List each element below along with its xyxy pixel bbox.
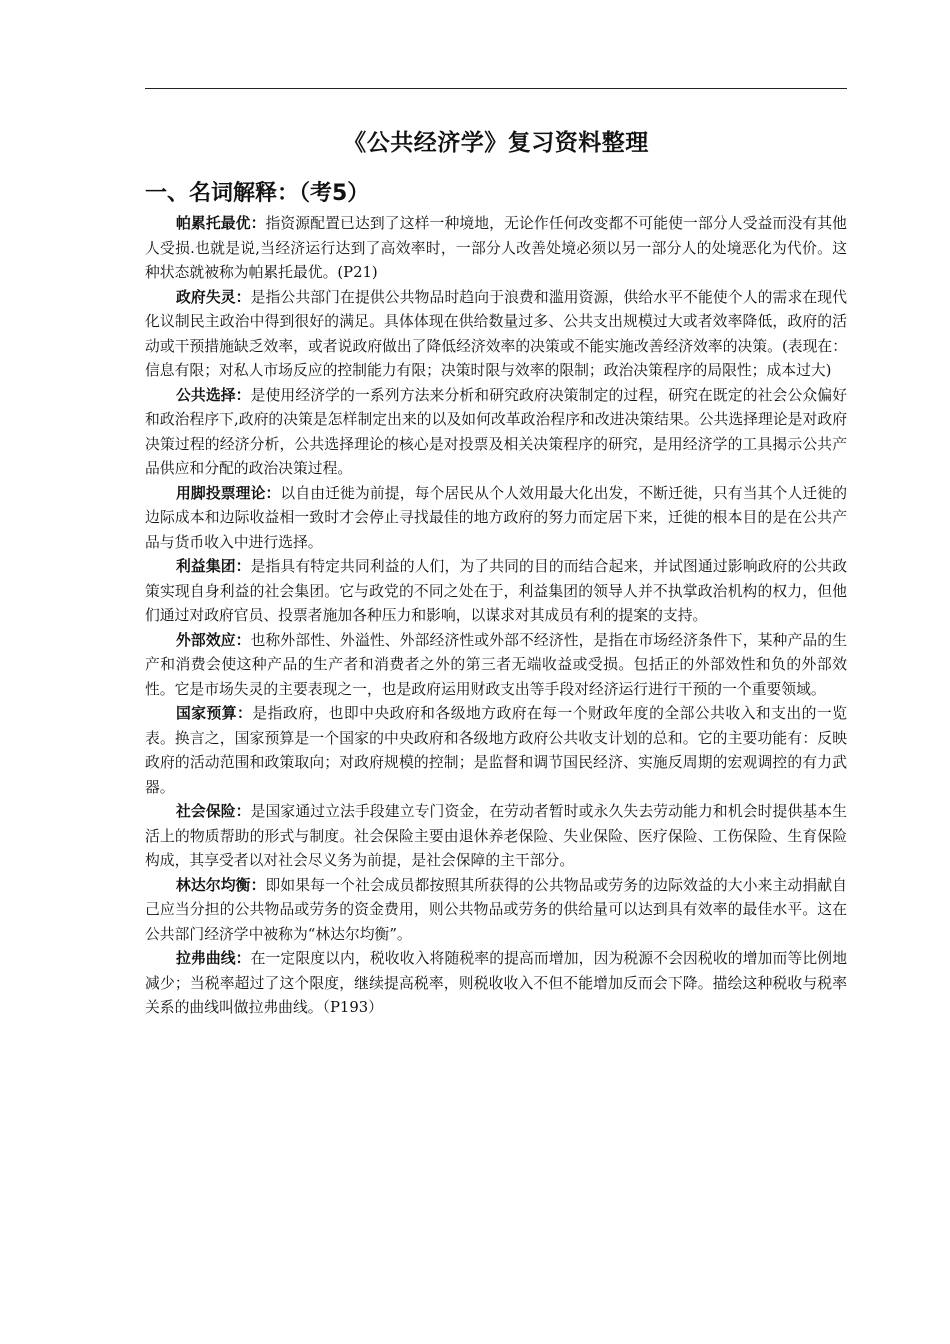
definition-entry <box>145 629 847 703</box>
definition-entry <box>145 702 847 800</box>
definition-term: 国家预算： <box>176 705 253 722</box>
definition-term: 拉弗曲线： <box>176 950 251 967</box>
definition-term: 外部效应： <box>176 631 251 649</box>
definition-term: 利益集团： <box>176 558 251 575</box>
definition-term: 社会保险： <box>176 803 251 820</box>
definition-text: 是指具有特定共同利益的人们，为了共同的目的而结合起来，并试图通过影响政府的公共政策实现自身利益的社会集团。它与政党的不同之处在于，利益集团的领导人并不执掌政治机构的权力，但他们通过对政府官员、投票者施加各种压力和影响，以谋求对其成员有利的提案的支持。 <box>145 558 847 624</box>
definition-entry <box>145 212 847 286</box>
definition-term: 政府失灵： <box>176 288 251 306</box>
definition-text: 指资源配置已达到了这样一种境地，无论作任何改变都不可能使一部分人受益而没有其他人受损.也就是说,当经济运行达到了高效率时，一部分人改善处境必须以另一部分人的处境恶化为代价。这种状态就被称为帕累托最优。(P21) <box>145 215 847 281</box>
definition-text: 是国家通过立法手段建立专门资金，在劳动者暂时或永久失去劳动能力和机会时提供基本生活上的物质帮助的形式与制度。社会保险主要由退休养老保险、失业保险、医疗保险、工伤保险、生育保险构成，其享受者以对社会尽义务为前提，是社会保障的主干部分。 <box>145 803 847 869</box>
definition-entry <box>145 482 847 556</box>
definition-entry <box>145 800 847 874</box>
definition-text: 是指公共部门在提供公共物品时趋向于浪费和滥用资源，供给水平不能使个人的需求在现代化议制民主政治中得到很好的满足。具体体现在供给数量过多、公共支出规模过大或者效率降低，政府的活动或干预措施缺乏效率，或者说政府做出了降低经济效率的决策或不能实施改善经济效率的决策。(表现在：信息有限；对私人市场反应的控制能力有限；决策时限与效率的限制；政治决策程序的局限性；成本过大) <box>145 288 847 379</box>
definition-term: 帕累托最优： <box>176 215 266 232</box>
definition-entry <box>145 874 847 948</box>
definition-entry <box>145 384 847 482</box>
definition-text: 在一定限度以内，税收收入将随税率的提高而增加，因为税源不会因税收的增加而等比例地减少；当税率超过了这个限度，继续提高税率，则税收收入不但不能增加反而会下降。描绘这种税收与税率关系的曲线叫做拉弗曲线。（P193） <box>145 950 847 1016</box>
definition-term: 公共选择： <box>176 386 251 404</box>
definition-entry <box>145 947 847 1021</box>
section-heading: 一、名词解释：（考5） <box>145 181 370 206</box>
definition-text: 是使用经济学的一系列方法来分析和研究政府决策制定的过程，研究在既定的社会公众偏好和政治程序下,政府的决策是怎样制定出来的以及如何改革政治程序和改进决策结果。公共选择理论是对政府决策过程的经济分析，公共选择理论的核心是对投票及相关决策程序的研究，是用经济学的工具揭示公共产品供应和分配的政治决策过程。 <box>145 386 847 477</box>
definition-term: 用脚投票理论： <box>176 484 281 502</box>
page-title: 《公共经济学》复习资料整理 <box>343 130 649 156</box>
definition-entry <box>145 555 847 629</box>
definition-text: 也称外部性、外溢性、外部经济性或外部不经济性，是指在市场经济条件下，某种产品的生产和消费会使这种产品的生产者和消费者之外的第三者无端收益或受损。包括正的外部效性和负的外部效性。它是市场失灵的主要表现之一，也是政府运用财政支出等手段对经济运行进行干预的一个重要领域。 <box>145 631 847 698</box>
definitions-list <box>145 212 847 1021</box>
definition-entry <box>145 286 847 384</box>
header-rule <box>145 88 847 89</box>
definition-text: 以自由迁徙为前提，每个居民从个人效用最大化出发，不断迁徙，只有当其个人迁徙的边际成本和边际收益相一致时才会停止寻找最佳的地方政府的努力而定居下来，迁徙的根本目的是在公共产品与货币收入中进行选择。 <box>145 484 847 551</box>
definition-text: 即如果每一个社会成员都按照其所获得的公共物品或劳务的边际效益的大小来主动捐献自己应当分担的公共物品或劳务的资金费用，则公共物品或劳务的供给量可以达到具有效率的最佳水平。这在公共部门经济学中被称为“林达尔均衡”。 <box>145 876 847 943</box>
definition-text: 是指政府，也即中央政府和各级地方政府在每一个财政年度的全部公共收入和支出的一览表。换言之，国家预算是一个国家的中央政府和各级地方政府公共收支计划的总和。它的主要功能有：反映政府的活动范围和政策取向；对政府规模的控制；是监督和调节国民经济、实施反周期的宏观调控的有力武器。 <box>145 705 847 796</box>
definition-term: 林达尔均衡： <box>176 876 266 894</box>
